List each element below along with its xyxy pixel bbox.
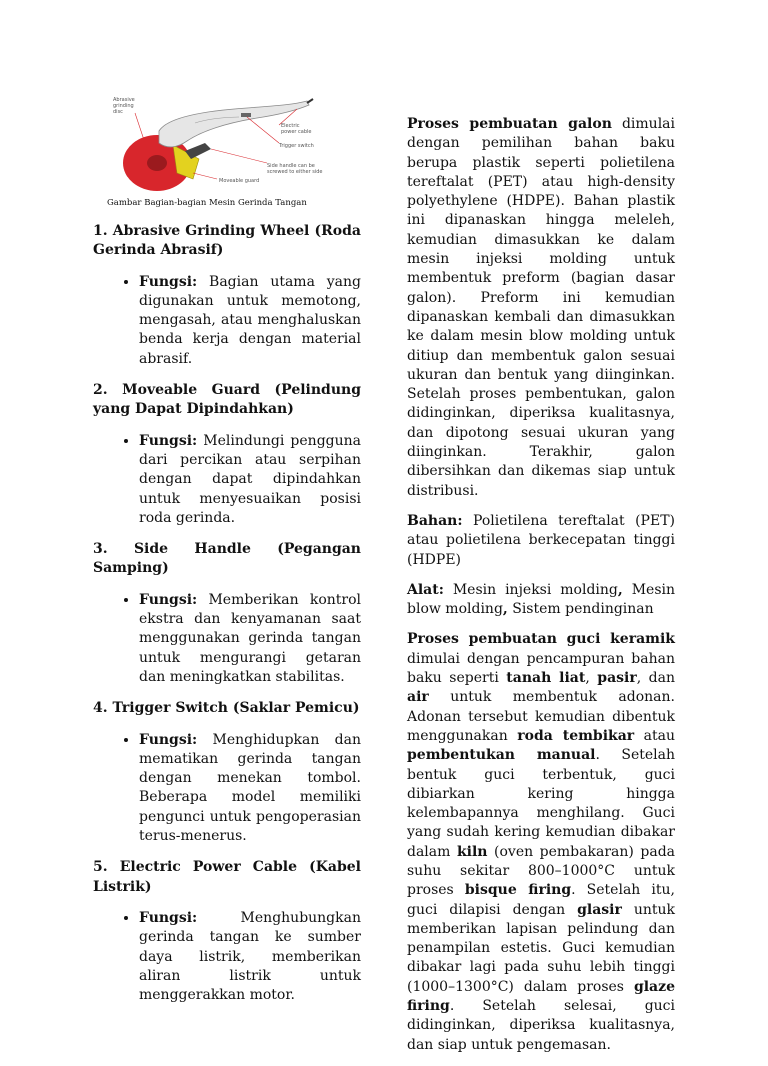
alat-text: Sistem pendinginan (507, 601, 654, 618)
bahan-term: Bahan: (407, 512, 463, 529)
bahan-text: Polietilena tereftalat (PET) atau polietilena berkecepatan tinggi (HDPE) (407, 512, 675, 568)
guci-text: , dan (636, 670, 675, 687)
label-trigger: Trigger switch (279, 143, 314, 149)
term-label: Fungsi: (139, 273, 198, 290)
guci-keyword: pasir (597, 670, 637, 687)
list-item (139, 432, 361, 528)
label-disc-1: Abrasive (113, 97, 135, 103)
label-side-handle-2: screwed to either side (267, 169, 323, 175)
guci-text: untuk memberikan lapisan pelindung dan penampilan estetis. Guci kemudian dibakar lagi pada suhu lebih tinggi (1000–1300°C) dalam proses (407, 901, 676, 995)
alat-text: Mesin injeksi molding (443, 581, 618, 598)
label-disc-2: grinding (113, 103, 134, 109)
bullet-list (93, 731, 361, 847)
guci-keyword: pembentukan manual (407, 747, 596, 764)
list-item-text: Memberikan kontrol ekstra dan kenyamanan saat menggunakan gerinda tangan untuk mengurangi getaran dan meningkatkan stabilitas. (139, 591, 361, 685)
galon-title: Proses pembuatan galon (407, 116, 612, 132)
section-2 (93, 381, 361, 528)
list-item (139, 591, 361, 687)
guci-text: (oven pembakaran) pada suhu sekitar 800–1000°C untuk proses (407, 843, 675, 899)
guci-keyword: glasir (577, 901, 622, 918)
section-heading: 5. Electric Power Cable (Kabel Listrik) (93, 859, 361, 895)
grinder-figure (107, 93, 323, 208)
guci-text: . Setelah itu, guci dilapisi dengan (407, 882, 675, 918)
alat-comma: , (617, 581, 623, 598)
list-item-text: Menghubungkan gerinda tangan ke sumber daya listrik, memberikan aliran listrik untuk menggerakkan motor. (139, 909, 361, 1004)
guci-text: atau (634, 727, 675, 744)
list-item-text: Melindungi pengguna dari percikan atau serpihan dengan dapat dipindahkan untuk menyesuaikan posisi roda gerinda. (139, 432, 361, 526)
grinder-illustration (107, 93, 323, 198)
galon-paragraph (407, 115, 675, 501)
bahan-paragraph (407, 512, 675, 570)
list-item (139, 273, 361, 369)
section-4 (93, 699, 361, 846)
figure-caption: Gambar Bagian-bagian Mesin Gerinda Tangan (107, 198, 307, 208)
bullet-list (93, 432, 361, 528)
label-disc-3: disc (113, 109, 123, 115)
bullet-list (93, 909, 361, 1005)
guci-keyword: bisque firing (464, 882, 572, 899)
list-item (139, 731, 361, 847)
guci-text: . Setelah selesai, guci didinginkan, diperiksa kualitasnya, dan siap untuk pengemasan. (407, 998, 675, 1053)
galon-text: dimulai dengan pemilihan bahan baku berupa plastik seperti polietilena tereftalat (PET) atau high-density polyethylene (HDPE). Bahan plastik ini dipanaskan hingga meleleh, kemudian dimasukkan ke dalam mesin injeksi molding untuk membentuk preform (bagian dasar galon). Preform ini kemudian dipanaskan kembali dan dimasukkan ke dalam mesin blow molding untuk ditiup dan membentuk galon sesuai ukuran dan bentuk yang diinginkan. Setelah proses pembentukan, galon didinginkan, diperiksa kualitasnya, dan dipotong sesuai ukuran yang diinginkan. Terakhir, galon dibersihkan dan dikemas siap untuk distribusi. (407, 116, 676, 499)
guci-text: , (585, 670, 598, 687)
guci-text: . Setelah bentuk guci terbentuk, guci dibiarkan kering hingga kelembapannya menghilang. Guci yang sudah kering kemudian dibakar dalam (407, 747, 675, 860)
label-cable-1: Electric (281, 123, 300, 129)
label-guard: Moveable guard (219, 178, 260, 184)
list-item-text: Menghidupkan dan mematikan gerinda tangan dengan menekan tombol. Beberapa model memiliki pengunci untuk pengoperasian terus-menerus. (139, 731, 361, 845)
guci-keyword: glaze firing (407, 978, 675, 1015)
section-heading: 4. Trigger Switch (Saklar Pemicu) (93, 700, 360, 717)
bullet-list (93, 591, 361, 687)
term-label: Fungsi: (139, 909, 198, 926)
section-heading: 3. Side Handle (Pegangan Samping) (93, 541, 361, 577)
guci-keyword: kiln (456, 843, 488, 860)
section-3 (93, 540, 361, 687)
section-heading: 1. Abrasive Grinding Wheel (Roda Gerinda Abrasif) (93, 223, 361, 259)
label-side-handle-1: Side handle can be (267, 163, 315, 169)
left-column (93, 93, 361, 1017)
right-column (407, 115, 675, 1066)
guci-text: dimulai dengan pencampuran bahan baku seperti (407, 650, 675, 687)
alat-term: Alat: (407, 581, 444, 598)
term-label: Fungsi: (139, 731, 198, 748)
term-label: Fungsi: (139, 432, 198, 449)
guci-keyword: tanah liat (506, 670, 586, 687)
guci-paragraph (407, 630, 675, 1055)
guci-title: Proses pembuatan guci keramik (407, 631, 675, 648)
section-1 (93, 222, 361, 369)
list-item (139, 909, 361, 1005)
section-5 (93, 858, 361, 1005)
term-label: Fungsi: (139, 591, 198, 608)
bullet-list (93, 273, 361, 369)
label-cable-2: power cable (281, 129, 312, 135)
guci-keyword: air (407, 689, 429, 706)
guci-keyword: roda tembikar (517, 727, 635, 744)
section-heading: 2. Moveable Guard (Pelindung yang Dapat Dipindahkan) (93, 382, 361, 418)
alat-text: Mesin blow molding (407, 581, 676, 618)
alat-comma: , (502, 601, 508, 618)
list-item-text: Bagian utama yang digunakan untuk memotong, mengasah, atau menghaluskan benda kerja dengan material abrasif. (139, 273, 361, 367)
trigger-shape (241, 113, 251, 117)
guci-text: untuk membentuk adonan. Adonan tersebut kemudian dibentuk menggunakan (407, 689, 675, 744)
alat-paragraph (407, 581, 675, 620)
